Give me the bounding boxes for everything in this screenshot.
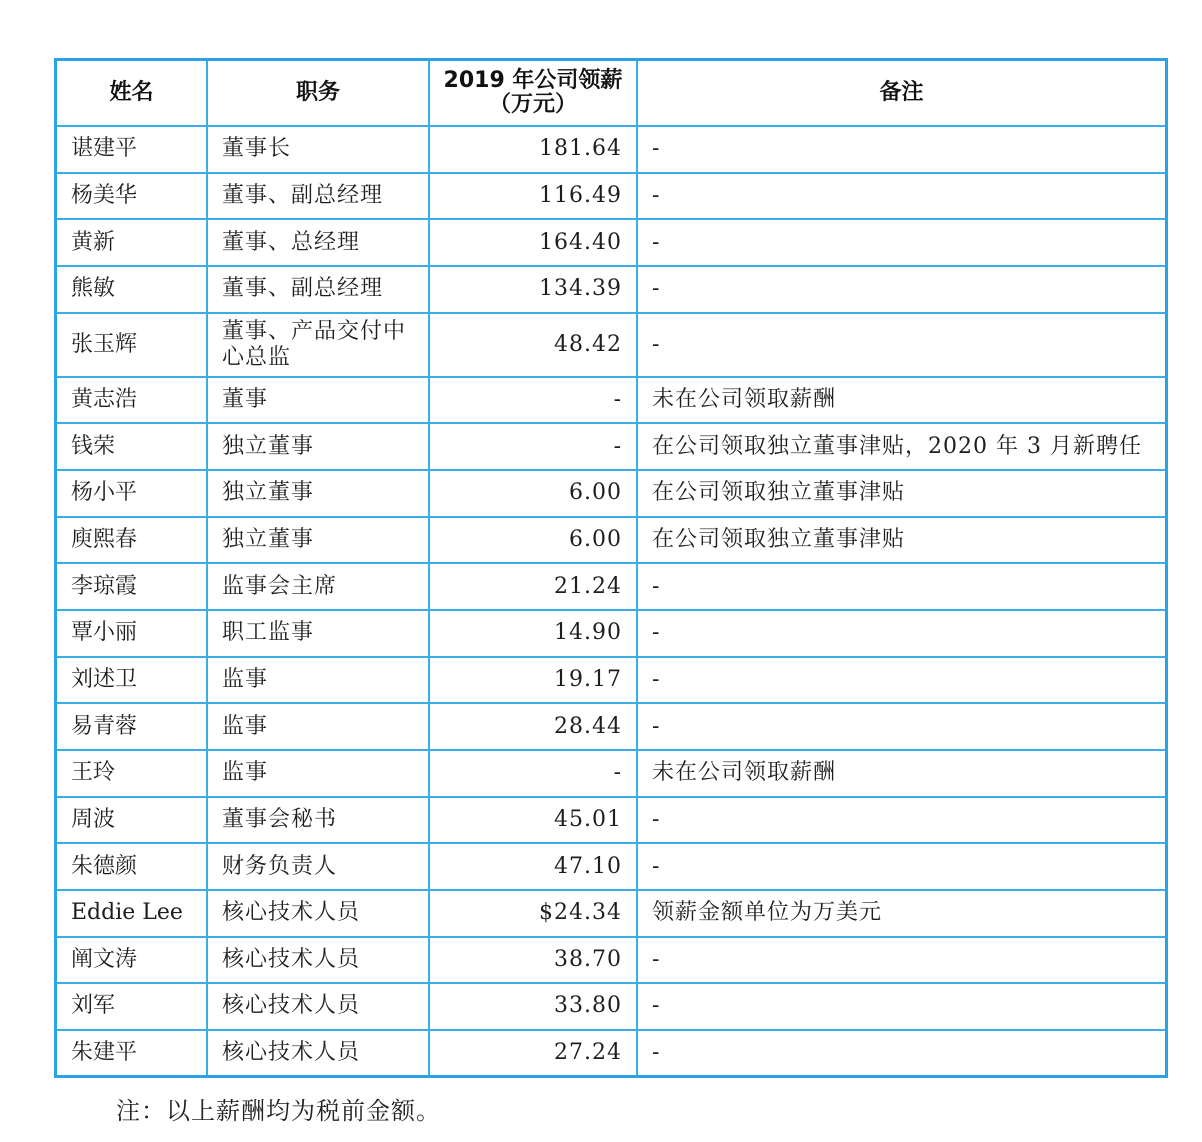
footnote: 注：以上薪酬均为税前金额。 (116, 1097, 441, 1125)
table-row (57, 219, 1165, 266)
cell-note: - (637, 657, 1165, 704)
cell-salary: 19.17 (429, 657, 637, 704)
table-row (57, 470, 1165, 517)
cell-note: 在公司领取独立董事津贴 (637, 517, 1165, 564)
table-row (57, 313, 1165, 377)
cell-name: 杨小平 (57, 470, 207, 517)
cell-note: - (637, 173, 1165, 220)
header-note: 备注 (637, 61, 1165, 126)
cell-salary: 6.00 (429, 517, 637, 564)
cell-name: 钱荣 (57, 423, 207, 470)
cell-note: 未在公司领取薪酬 (637, 377, 1165, 424)
header-name: 姓名 (57, 61, 207, 126)
cell-salary: 47.10 (429, 843, 637, 890)
header-title: 职务 (207, 61, 429, 126)
cell-note: - (637, 126, 1165, 173)
cell-note: - (637, 797, 1165, 844)
cell-salary: 116.49 (429, 173, 637, 220)
cell-note: 未在公司领取薪酬 (637, 750, 1165, 797)
cell-title: 独立董事 (207, 423, 429, 470)
cell-salary: - (429, 377, 637, 424)
cell-title: 董事长 (207, 126, 429, 173)
cell-title: 独立董事 (207, 517, 429, 564)
cell-note: - (637, 610, 1165, 657)
cell-note: - (637, 313, 1165, 377)
cell-title: 董事、总经理 (207, 219, 429, 266)
cell-title: 核心技术人员 (207, 1030, 429, 1075)
cell-title: 监事 (207, 750, 429, 797)
header-salary (429, 61, 637, 126)
cell-name: Eddie Lee (57, 890, 207, 937)
cell-name: 熊敏 (57, 266, 207, 313)
table-row (57, 377, 1165, 424)
cell-name: 周波 (57, 797, 207, 844)
table-row (57, 173, 1165, 220)
cell-name: 谌建平 (57, 126, 207, 173)
cell-salary: 28.44 (429, 703, 637, 750)
cell-note: - (637, 703, 1165, 750)
table-row (57, 983, 1165, 1030)
table-row (57, 890, 1165, 937)
table-row (57, 563, 1165, 610)
cell-name: 庾熙春 (57, 517, 207, 564)
header-salary-line2: （万元） (488, 92, 577, 117)
cell-name: 覃小丽 (57, 610, 207, 657)
table-row (57, 1030, 1165, 1075)
cell-salary: 14.90 (429, 610, 637, 657)
cell-title: 核心技术人员 (207, 983, 429, 1030)
cell-note: - (637, 983, 1165, 1030)
cell-name: 杨美华 (57, 173, 207, 220)
table-row (57, 750, 1165, 797)
table-row (57, 937, 1165, 984)
cell-note: - (637, 563, 1165, 610)
table-row (57, 843, 1165, 890)
cell-note: 在公司领取独立董事津贴 (637, 470, 1165, 517)
cell-title: 职工监事 (207, 610, 429, 657)
table-row (57, 610, 1165, 657)
cell-note: 在公司领取独立董事津贴，2020 年 3 月新聘任 (637, 423, 1165, 470)
table-row (57, 126, 1165, 173)
cell-title: 监事会主席 (207, 563, 429, 610)
salary-table (57, 61, 1165, 1075)
header-salary-line1: 2019 年公司领薪 (443, 68, 623, 93)
cell-title: 董事会秘书 (207, 797, 429, 844)
table-row (57, 657, 1165, 704)
cell-salary: 164.40 (429, 219, 637, 266)
cell-salary: - (429, 423, 637, 470)
table-row (57, 517, 1165, 564)
cell-salary: - (429, 750, 637, 797)
cell-note: - (637, 219, 1165, 266)
cell-salary: 6.00 (429, 470, 637, 517)
cell-name: 王玲 (57, 750, 207, 797)
cell-name: 朱德颜 (57, 843, 207, 890)
cell-note: - (637, 937, 1165, 984)
cell-salary: 27.24 (429, 1030, 637, 1075)
cell-salary: 134.39 (429, 266, 637, 313)
cell-name: 黄志浩 (57, 377, 207, 424)
cell-salary: 33.80 (429, 983, 637, 1030)
cell-name: 张玉辉 (57, 313, 207, 377)
cell-salary: $24.34 (429, 890, 637, 937)
cell-salary: 181.64 (429, 126, 637, 173)
cell-note: - (637, 843, 1165, 890)
cell-note: - (637, 1030, 1165, 1075)
cell-salary: 48.42 (429, 313, 637, 377)
cell-name: 李琼霞 (57, 563, 207, 610)
cell-title: 董事、产品交付中心总监 (207, 313, 429, 377)
cell-name: 朱建平 (57, 1030, 207, 1075)
cell-title: 核心技术人员 (207, 890, 429, 937)
cell-note: - (637, 266, 1165, 313)
table-row (57, 703, 1165, 750)
cell-name: 阐文涛 (57, 937, 207, 984)
cell-name: 刘述卫 (57, 657, 207, 704)
cell-salary: 38.70 (429, 937, 637, 984)
salary-table-frame (54, 58, 1168, 1078)
cell-title: 董事 (207, 377, 429, 424)
cell-name: 易青蓉 (57, 703, 207, 750)
cell-salary: 45.01 (429, 797, 637, 844)
table-header-row (57, 61, 1165, 126)
cell-title: 董事、副总经理 (207, 173, 429, 220)
cell-title: 监事 (207, 657, 429, 704)
cell-title: 独立董事 (207, 470, 429, 517)
cell-salary: 21.24 (429, 563, 637, 610)
table-row (57, 797, 1165, 844)
cell-note: 领薪金额单位为万美元 (637, 890, 1165, 937)
cell-title: 财务负责人 (207, 843, 429, 890)
cell-title: 核心技术人员 (207, 937, 429, 984)
cell-title: 董事、副总经理 (207, 266, 429, 313)
cell-name: 黄新 (57, 219, 207, 266)
cell-title: 监事 (207, 703, 429, 750)
table-row (57, 266, 1165, 313)
table-row (57, 423, 1165, 470)
cell-name: 刘军 (57, 983, 207, 1030)
